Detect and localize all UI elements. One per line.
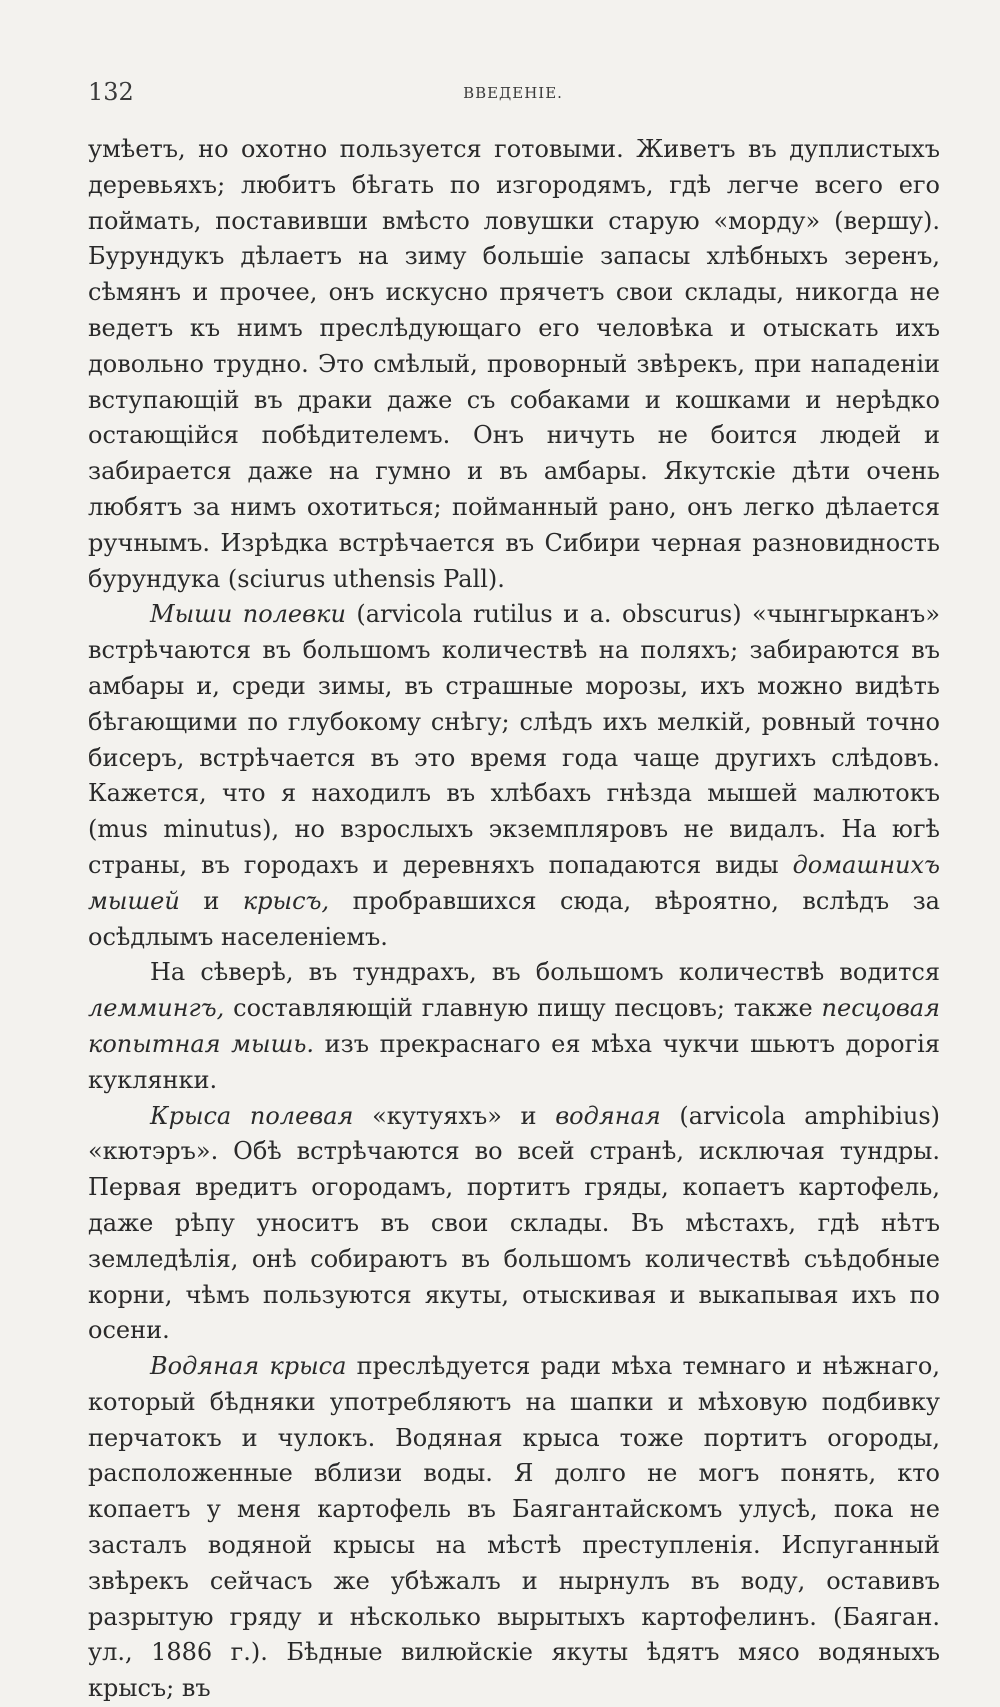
page-number: 132 — [88, 78, 134, 106]
page-header — [88, 78, 938, 118]
paragraph — [88, 955, 940, 1098]
italic-term: песцовая копытная мышь. — [88, 994, 940, 1058]
italic-term: крысъ, — [242, 886, 330, 915]
paragraph — [88, 1349, 940, 1707]
text-run: и — [179, 886, 243, 915]
text-run: (arvicola amphibius) «кютэръ». Обѣ встрѣчаются во всей странѣ, исключая тундры. Первая вредитъ огородамъ, портитъ гряды, копаетъ картофель, даже рѣпу уноситъ въ свои склады. Въ мѣстахъ, гдѣ нѣтъ земледѣлія, онѣ собираютъ въ большомъ количествѣ съѣдобные корни, чѣмъ пользуются якуты, отыскивая и выкапывая ихъ по осени. — [88, 1101, 941, 1345]
paragraph — [88, 597, 940, 955]
paragraph — [88, 132, 940, 597]
paragraph — [88, 1099, 940, 1350]
italic-term: Крыса полевая — [150, 1101, 354, 1130]
text-run: составляющій главную пищу песцовъ; также — [224, 994, 822, 1023]
text-run: умѣетъ, но охотно пользуется готовыми. Живетъ въ дуплистыхъ деревьяхъ; любитъ бѣгать по изгородямъ, гдѣ легче всего его поймать, поставивши вмѣсто ловушки старую «морду» (вершу). Бурундукъ дѣлаетъ на зиму большіе запасы хлѣбныхъ зеренъ, сѣмянъ и прочее, онъ искусно прячетъ свои склады, никогда не ведетъ къ нимъ преслѣдующаго его человѣка и отыскать ихъ довольно трудно. Это смѣлый, проворный звѣрекъ, при нападеніи вступающій въ драки даже съ собаками и кошками и нерѣдко остающійся побѣдителемъ. Онъ ничуть не боится людей и забирается даже на гумно и въ амбары. Якутскіе дѣти очень любятъ за нимъ охотиться; пойманный рано, онъ легко дѣлается ручнымъ. Изрѣдка встрѣчается въ Сибири черная разновидность бурундука (sciurus uthensis Pall). — [88, 135, 940, 593]
text-run: преслѣдуется ради мѣха темнаго и нѣжнаго, который бѣдняки употребляютъ на шапки и мѣховую подбивку перчатокъ и чулокъ. Водяная крыса тоже портитъ огороды, расположенные вблизи воды. Я долго не могъ понять, кто копаетъ у меня картофель въ Баягантайскомъ улусѣ, пока не засталъ водяной крысы на мѣстѣ преступленія. Испуганный звѣрекъ сейчасъ же убѣжалъ и нырнулъ въ воду, оставивъ разрытую гряду и нѣсколько вырытыхъ картофелинъ. (Баяган. ул., 1886 г.). Бѣдные вилюйскіе якуты ѣдятъ мясо водяныхъ крысъ; въ — [88, 1352, 940, 1703]
italic-term: водяная — [555, 1101, 661, 1130]
text-run: «кутуяхъ» и — [353, 1101, 556, 1130]
text-run: пробравшихся сюда, вѣроятно, вслѣдъ за осѣдлымъ населеніемъ. — [88, 886, 940, 951]
italic-term: домашнихъ мышей — [88, 850, 940, 915]
italic-term: Мыши полевки — [150, 600, 346, 629]
italic-term: Водяная крыса — [150, 1352, 347, 1381]
text-run: (arvicola rutilus и a. obscurus) «чынгырканъ» встрѣчаются въ большомъ количествѣ на поляхъ; забираются въ амбары и, среди зимы, въ страшные морозы, ихъ можно видѣть бѣгающими по глубокому снѣгу; слѣдъ ихъ мелкій, ровный точно бисеръ, встрѣчается въ это время года чаще другихъ слѣдовъ. Кажется, что я находилъ въ хлѣбахъ гнѣзда мышей малютокъ (mus minutus), но взрослыхъ экземпляровъ не видалъ. На югѣ страны, въ городахъ и деревняхъ попадаются виды — [88, 600, 940, 879]
running-title: ВВЕДЕНІЕ. — [463, 84, 563, 102]
italic-term: леммингъ, — [88, 994, 225, 1023]
body-text — [88, 132, 940, 1707]
text-run: изъ прекраснаго ея мѣха чукчи шьютъ дорогія куклянки. — [88, 1029, 940, 1094]
text-run: На сѣверѣ, въ тундрахъ, въ большомъ количествѣ водится — [150, 958, 940, 987]
